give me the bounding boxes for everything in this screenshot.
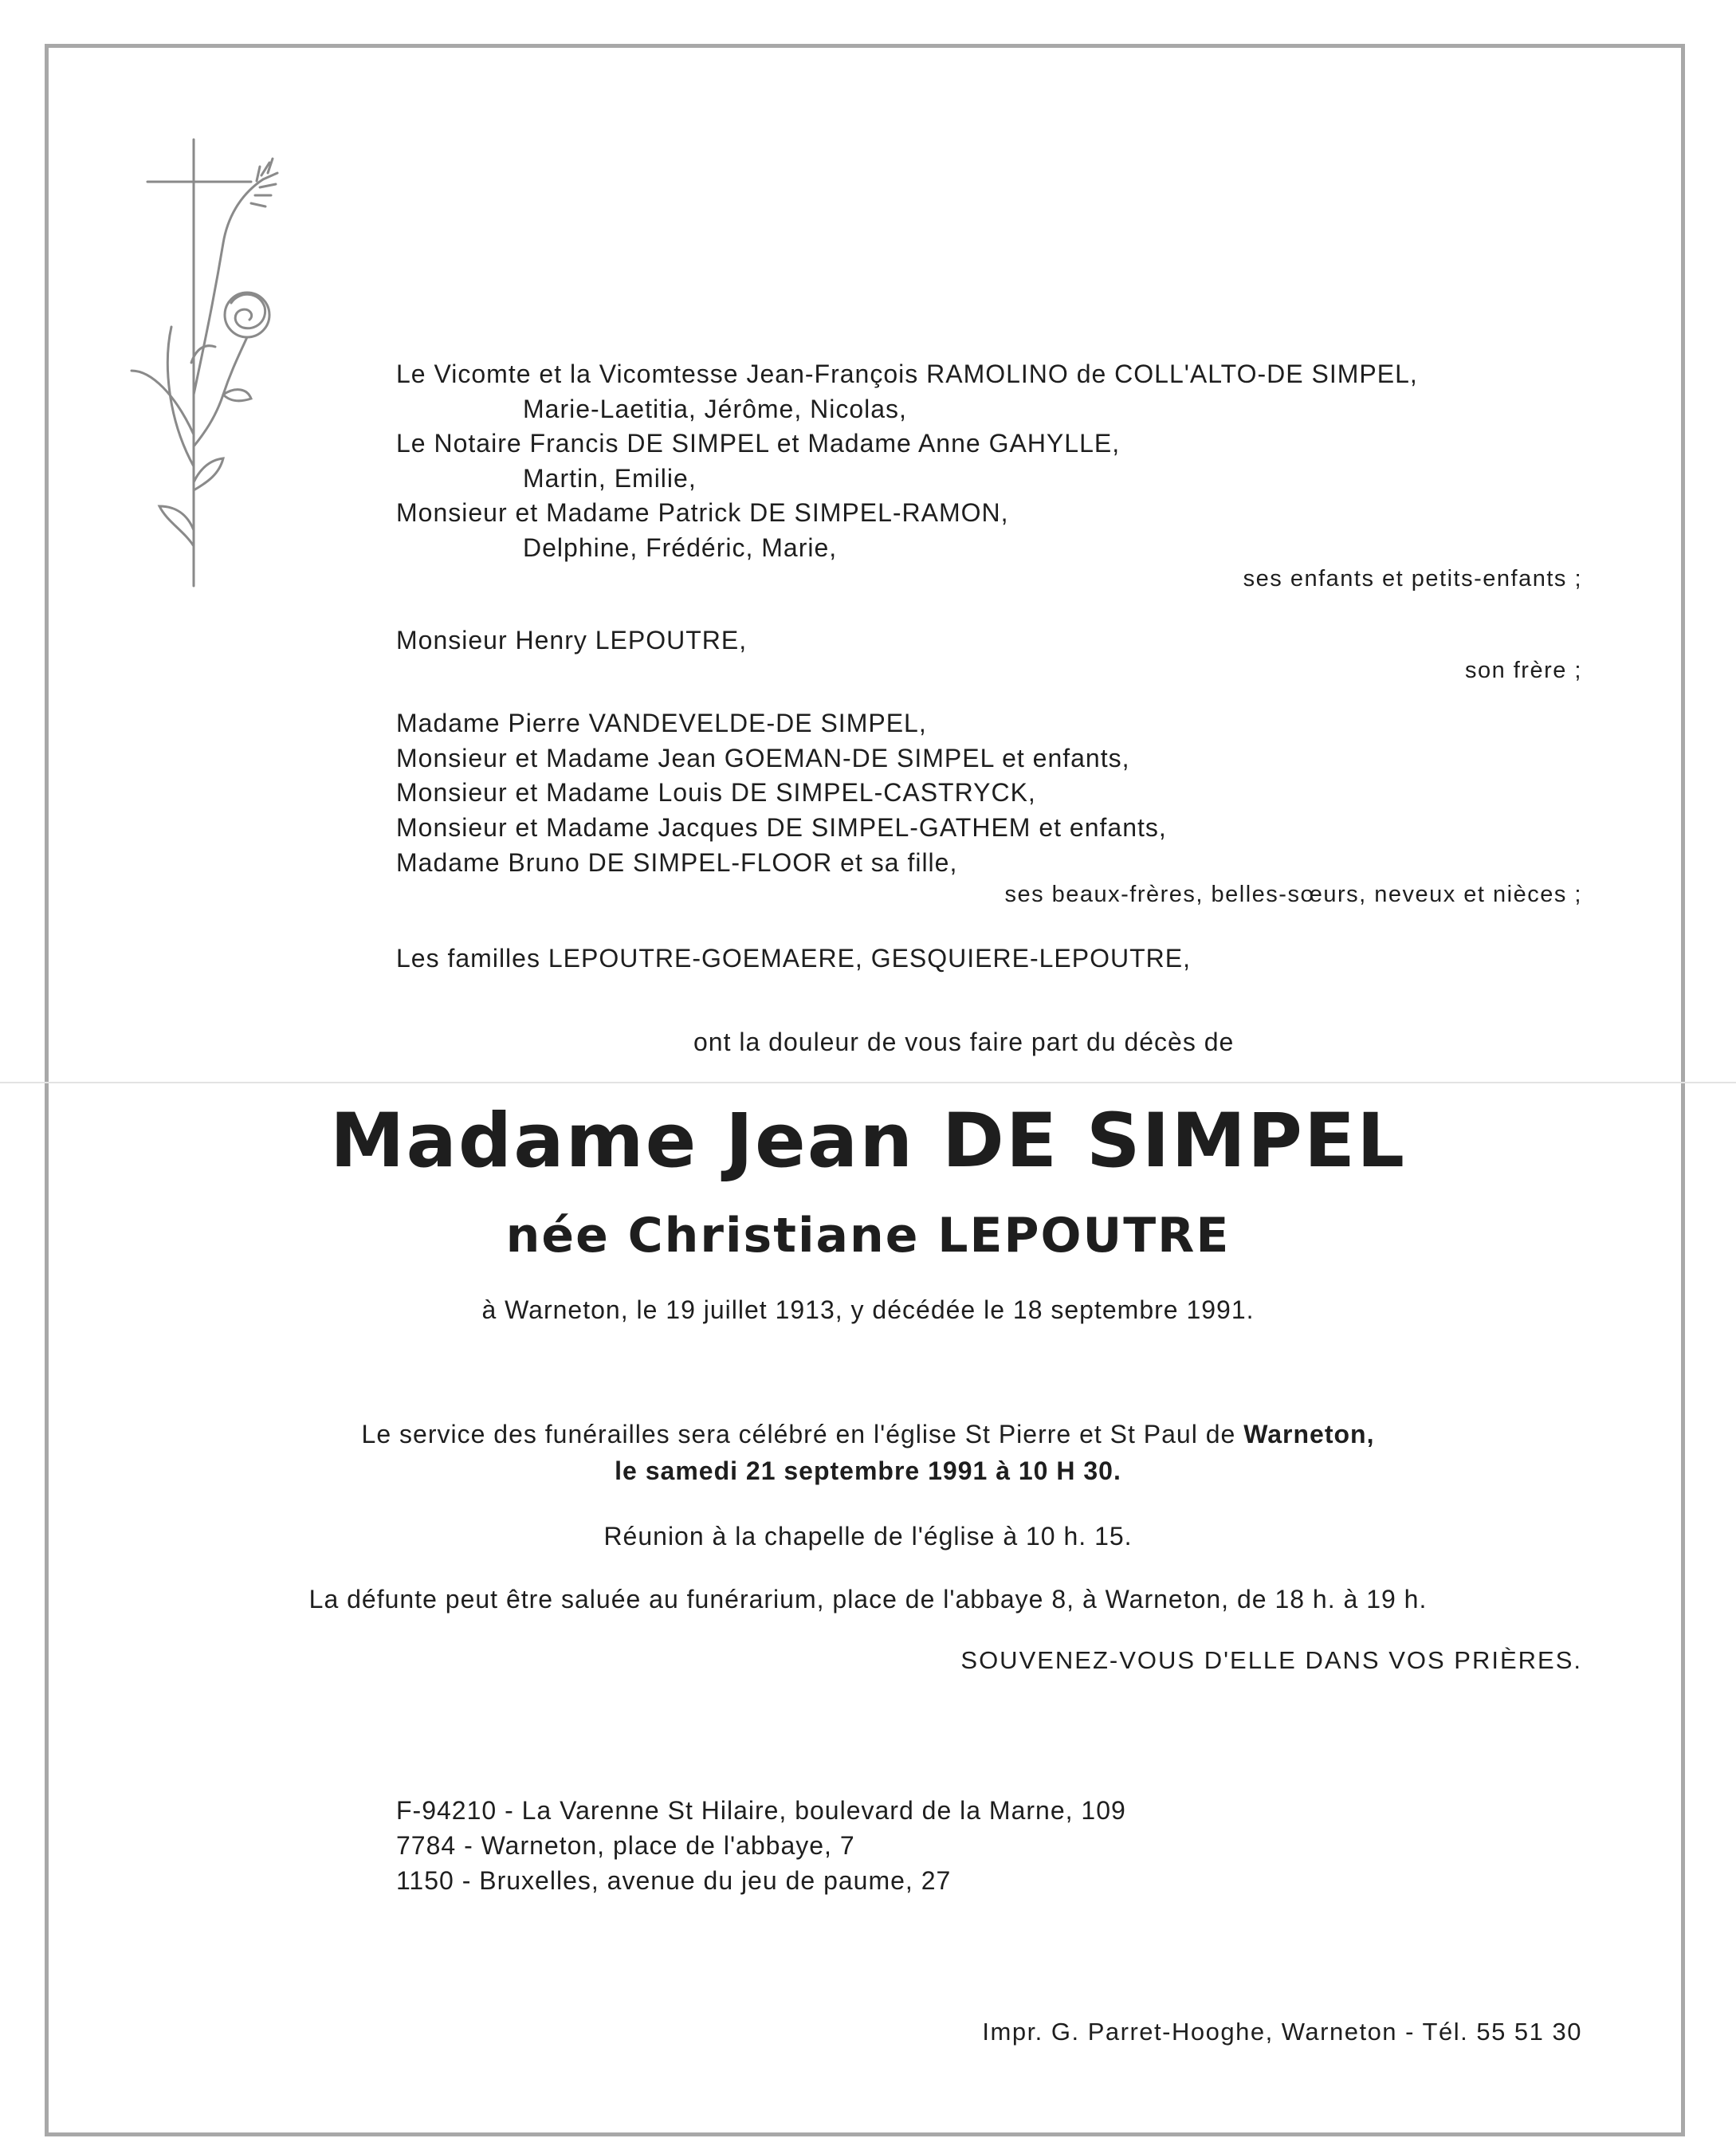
family-line: Marie-Laetitia, Jérôme, Nicolas, — [523, 395, 907, 423]
service-text: Le service des funérailles sera célébré en l'église St Pierre et St Paul de — [361, 1420, 1244, 1448]
family-line: Les familles LEPOUTRE-GOEMAERE, GESQUIERE-LEPOUTRE, — [396, 944, 1191, 973]
family-line: Le Vicomte et la Vicomtesse Jean-François RAMOLINO de COLL'ALTO-DE SIMPEL, — [396, 360, 1418, 388]
maiden-name: née Christiane LEPOUTRE — [505, 1208, 1231, 1264]
family-line: Le Notaire Francis DE SIMPEL et Madame Anne GAHYLLE, — [396, 429, 1121, 458]
family-line: Delphine, Frédéric, Marie, — [523, 533, 838, 562]
family-line: Monsieur et Madame Jean GOEMAN-DE SIMPEL et enfants, — [396, 744, 1130, 772]
fold-line — [0, 1082, 1736, 1083]
cross-with-rose-icon — [120, 132, 343, 594]
family-line: Monsieur Henry LEPOUTRE, — [396, 626, 748, 654]
viewing-line: La défunte peut être saluée au funérarium, place de l'abbaye 8, à Warneton, de 18 h. à 19 h. — [308, 1585, 1428, 1613]
service-place: Warneton, — [1243, 1420, 1375, 1448]
family-line: Martin, Emilie, — [523, 464, 697, 493]
birth-death-dates: à Warneton, le 19 juillet 1913, y décédée le 18 septembre 1991. — [481, 1295, 1255, 1324]
family-line: Monsieur et Madame Louis DE SIMPEL-CASTRYCK, — [396, 778, 1036, 807]
relationship-label: ses beaux-frères, belles-sœurs, neveux et nièces ; — [1004, 882, 1582, 907]
printer-line: Impr. G. Parret-Hooghe, Warneton - Tél. 55 51 30 — [982, 2018, 1582, 2046]
family-line: Monsieur et Madame Jacques DE SIMPEL-GATHEM et enfants, — [396, 813, 1167, 842]
family-line: Madame Pierre VANDEVELDE-DE SIMPEL, — [396, 709, 927, 737]
address-line: F-94210 - La Varenne St Hilaire, boulevard de la Marne, 109 — [396, 1796, 1126, 1825]
service-line — [0, 1417, 1736, 1451]
family-line: Madame Bruno DE SIMPEL-FLOOR et sa fille, — [396, 848, 958, 877]
prayer-line: SOUVENEZ-VOUS D'ELLE DANS VOS PRIÈRES. — [960, 1646, 1582, 1674]
service-date: le samedi 21 septembre 1991 à 10 H 30. — [615, 1456, 1121, 1485]
relationship-label: ses enfants et petits-enfants ; — [1243, 566, 1582, 592]
deceased-name: Madame Jean DE SIMPEL — [329, 1098, 1407, 1185]
relationship-label: son frère ; — [1464, 658, 1582, 683]
address-line: 1150 - Bruxelles, avenue du jeu de paume, 27 — [396, 1866, 952, 1895]
address-line: 7784 - Warneton, place de l'abbaye, 7 — [396, 1831, 855, 1860]
announcement-intro: ont la douleur de vous faire part du décès de — [693, 1028, 1235, 1056]
family-line: Monsieur et Madame Patrick DE SIMPEL-RAMON, — [396, 498, 1009, 527]
reunion-line: Réunion à la chapelle de l'église à 10 h. 15. — [603, 1522, 1133, 1551]
